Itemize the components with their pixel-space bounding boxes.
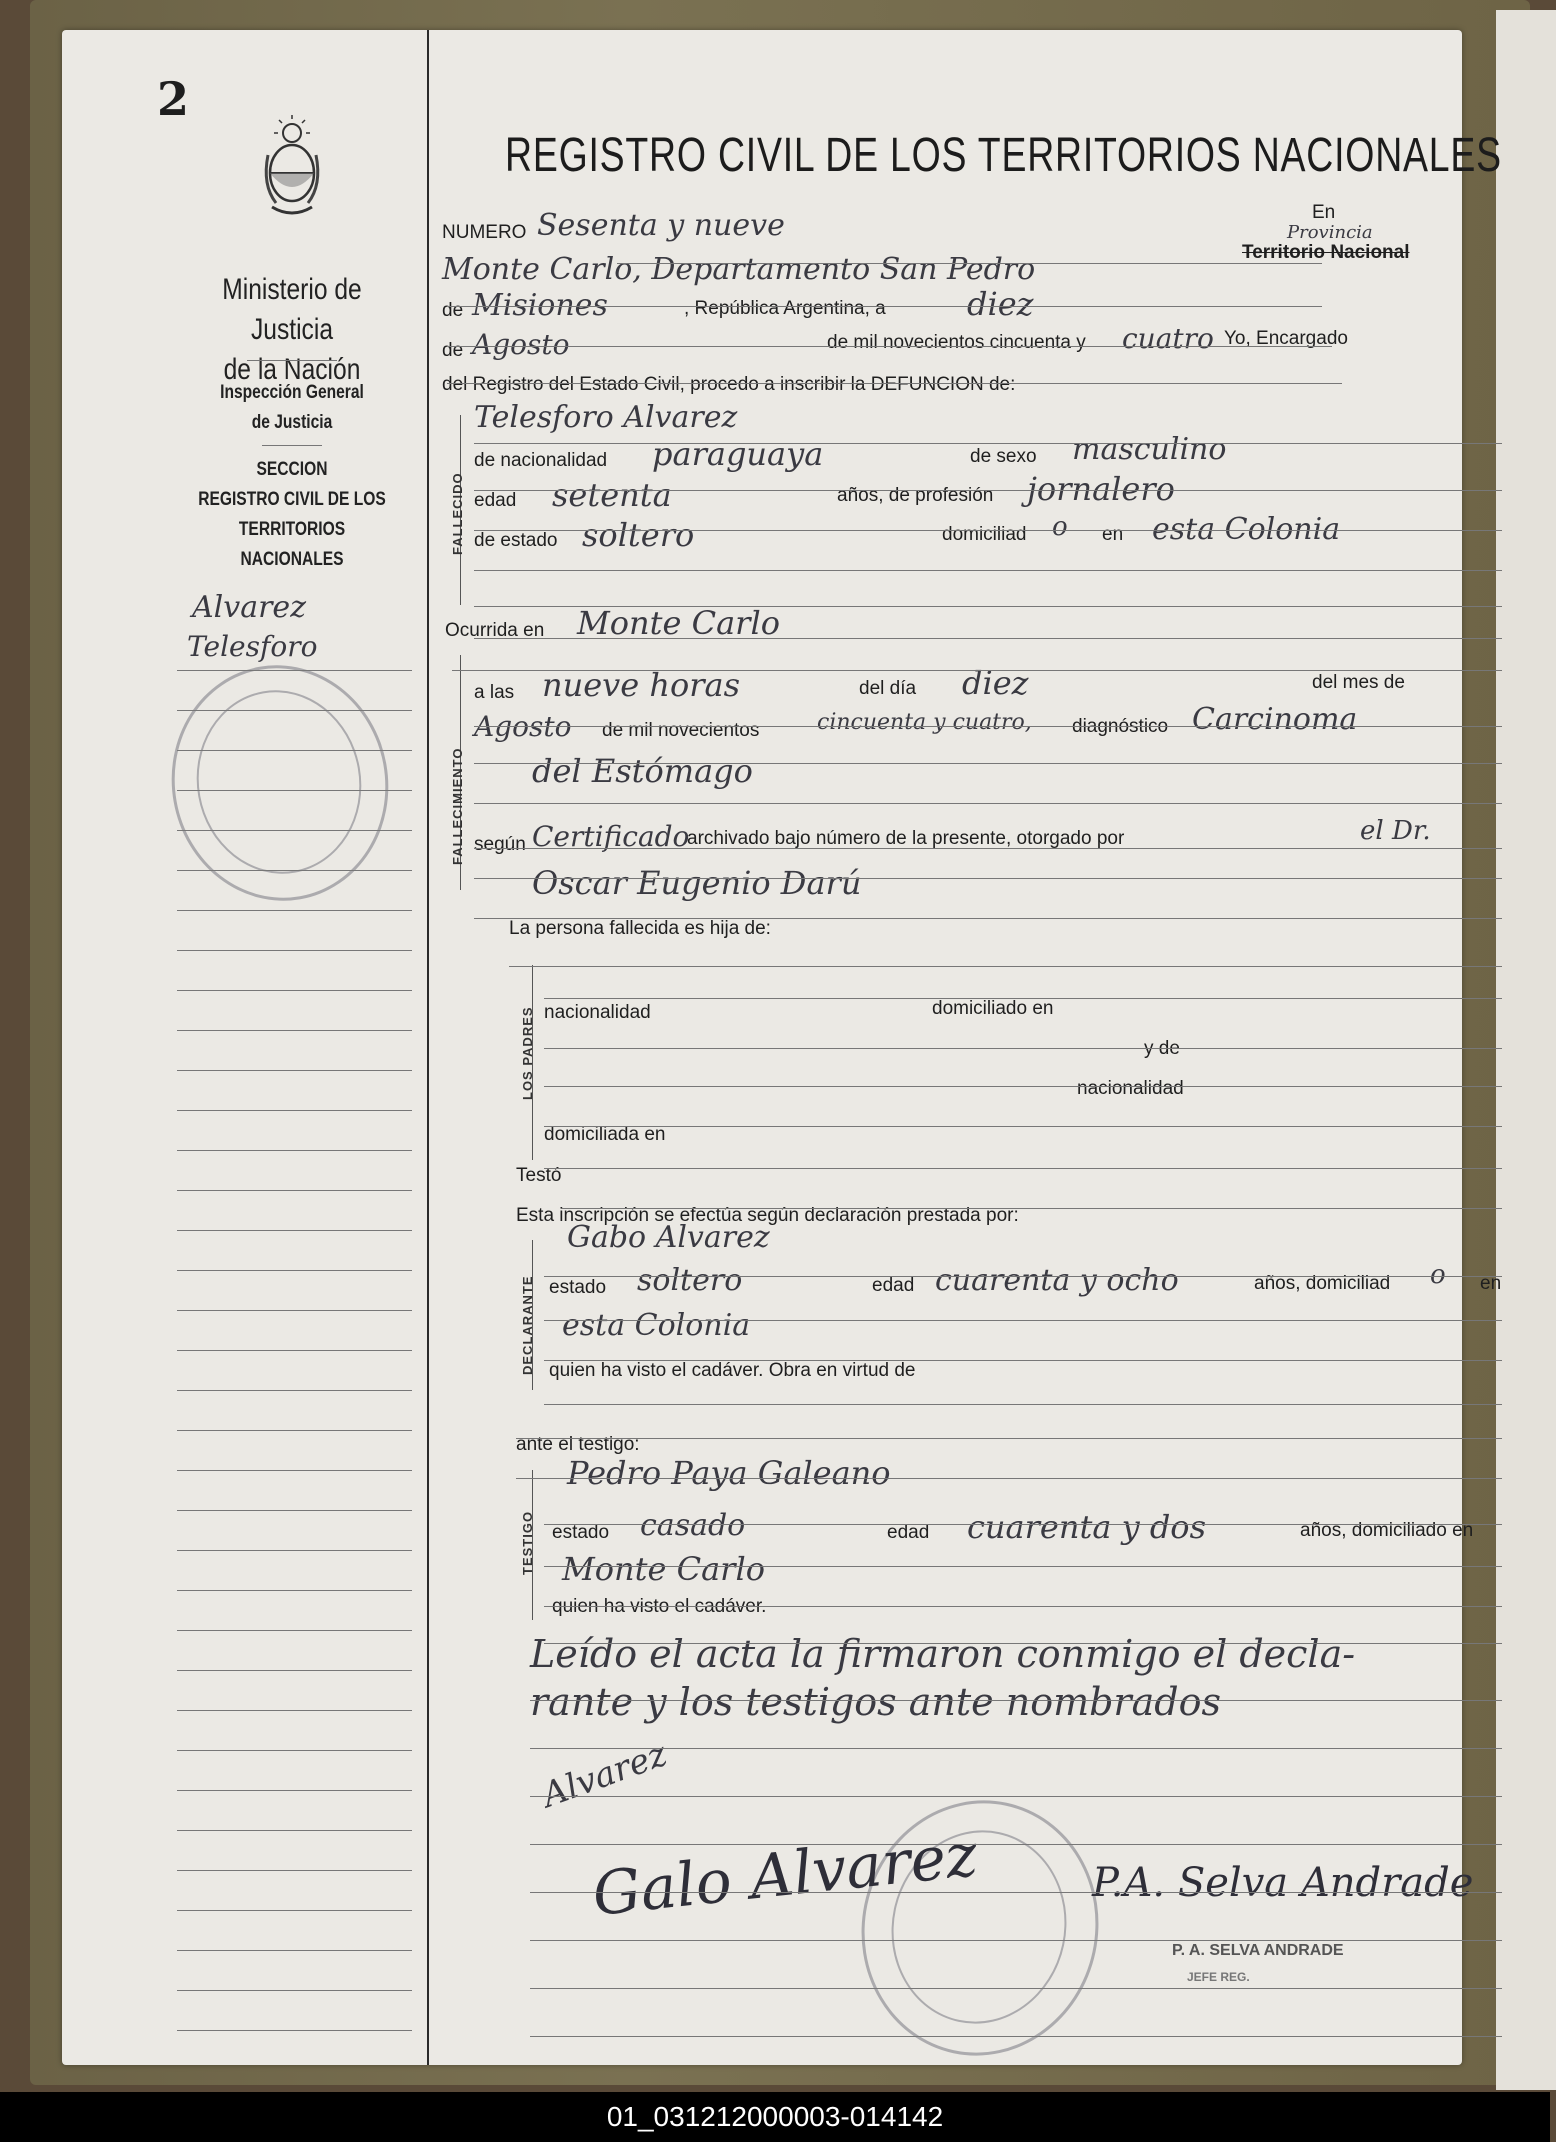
numero-value: Sesenta y nueve [537, 208, 785, 243]
nacionalidad-label: de nacionalidad [474, 450, 608, 471]
ruled-line [177, 1790, 412, 1791]
form-fill-line [530, 1700, 1502, 1701]
republica-label: , República Argentina, a [684, 298, 886, 319]
anio-label: de mil novecientos [602, 720, 760, 741]
form-fill-line [544, 1606, 1502, 1607]
declarante-name: Gabo Alvarez [567, 1220, 770, 1255]
declarante-intro: Esta inscripción se efectúa según declaración prestada por: [516, 1205, 1019, 1226]
ruled-line [177, 1590, 412, 1591]
form-fill-line [474, 763, 1502, 764]
territory-value: Misiones [472, 288, 608, 323]
ruled-line [177, 1710, 412, 1711]
ruled-line [177, 1830, 412, 1831]
sexo-label: de sexo [970, 446, 1037, 467]
form-title: REGISTRO CIVIL DE LOS TERRITORIOS NACIONALES [505, 129, 1502, 182]
declarante-visto-label: quien ha visto el cadáver. Obra en virtud de [549, 1360, 916, 1381]
segun-value: Certificado [532, 820, 690, 853]
form-fill-line [530, 1748, 1502, 1749]
form-fill-line [530, 1844, 1502, 1845]
deceased-name: Telesforo Alvarez [474, 400, 738, 435]
form-fill-line [544, 1643, 1502, 1644]
ruled-line [177, 910, 412, 911]
form-fill-line [544, 1360, 1502, 1361]
form-fill-line [474, 918, 1502, 919]
y-de-label: y de [1144, 1038, 1180, 1059]
declarante-dom-value: esta Colonia [562, 1308, 751, 1343]
form-fill-line [452, 670, 1502, 671]
ruled-line [177, 1750, 412, 1751]
testo-label: Testó [516, 1165, 562, 1186]
year-label: de mil novecientos cincuenta y [827, 332, 1086, 353]
next-page-edge [1496, 10, 1556, 2090]
otorgado-value: el Dr. [1360, 816, 1431, 846]
form-fill-line [474, 606, 1502, 607]
form-fill-line [544, 1404, 1502, 1405]
domicilio-label: domiciliad [942, 524, 1027, 545]
form-fill-line [474, 848, 1502, 849]
ruled-line [177, 1550, 412, 1551]
anio-value: cincuenta y cuatro, [817, 710, 1032, 735]
form-fill-line [544, 1126, 1502, 1127]
register-page [62, 30, 1502, 2065]
year-value: cuatro [1122, 322, 1214, 355]
provincia-handwritten: Provincia [1287, 222, 1373, 243]
image-id-footer: 01_031212000003-014142 [0, 2092, 1550, 2142]
testigo-visto-label: quien ha visto el cadáver. [552, 1596, 767, 1617]
domicilio-suffix: o [1052, 512, 1068, 542]
form-fill-line [544, 1168, 1502, 1169]
form-fill-line [1042, 346, 1332, 347]
place-value: Monte Carlo, Departamento San Pedro [442, 252, 1036, 287]
form-fill-line [516, 1438, 1502, 1439]
declarante-edad-value: cuarenta y ocho [935, 1263, 1179, 1298]
ruled-line [177, 1430, 412, 1431]
month-value: Agosto [472, 328, 570, 361]
ruled-line [177, 950, 412, 951]
left-margin-column [62, 30, 429, 2065]
domicilio-value: esta Colonia [1152, 512, 1341, 547]
testigo-section-label: TESTIGO [520, 1510, 535, 1575]
form-fill-line [530, 1892, 1502, 1893]
segun-label: según [474, 834, 526, 855]
de-label: de [442, 300, 464, 321]
form-fill-line [509, 966, 1502, 967]
ruled-line [177, 1990, 412, 1991]
nacionalidad-value: paraguaya [652, 435, 824, 473]
inspection-label: Inspección General de Justicia [220, 382, 364, 433]
diagnostico-label: diagnóstico [1072, 716, 1169, 737]
margin-note-surname: Alvarez [192, 590, 306, 625]
archivado-label: archivado bajo número de la presente, otorgado por [687, 828, 1125, 849]
mes-value: Agosto [474, 710, 572, 743]
form-fill-line [474, 878, 1502, 879]
form-fill-line [530, 2036, 1502, 2037]
registro-label: del Registro del Estado Civil, procedo a inscribir la DEFUNCION de: [442, 374, 1016, 395]
form-fill-line [530, 1988, 1502, 1989]
ruled-line [177, 1150, 412, 1151]
mes-label: del mes de [1312, 672, 1405, 693]
declarante-edad-label: edad [872, 1275, 915, 1296]
ruled-line [177, 870, 412, 871]
ocurrida-value: Monte Carlo [577, 604, 780, 642]
ruled-line [177, 1310, 412, 1311]
form-fill-line [516, 1478, 1502, 1479]
ruled-line [177, 1350, 412, 1351]
estado-value: soltero [582, 516, 695, 554]
testigo-intro: ante el testigo: [516, 1434, 640, 1455]
declarante-anos-label: años, domiciliad [1254, 1273, 1391, 1294]
ruled-line [177, 1630, 412, 1631]
declarante-estado-value: soltero [637, 1263, 743, 1298]
form-fill-line [474, 490, 1502, 491]
ruled-line [177, 830, 412, 831]
page-number: 2 [157, 72, 190, 126]
ruled-line [177, 670, 412, 671]
testigo-name: Pedro Paya Galeano [567, 1454, 891, 1492]
ruled-line [177, 790, 412, 791]
form-fill-line [562, 1208, 1502, 1209]
ocurrida-label: Ocurrida en [445, 620, 545, 641]
form-fill-line [474, 726, 1502, 727]
madre-domiciliada-label: domiciliada en [544, 1124, 666, 1145]
divider [247, 360, 337, 361]
testigo-edad-value: cuarenta y dos [967, 1508, 1206, 1546]
form-fill-line [474, 443, 1502, 444]
ministry-name: Ministerio de Justicia de la Nación [222, 273, 362, 386]
ruled-line [177, 1870, 412, 1871]
territorio-label: Territorio Nacional [1242, 242, 1410, 263]
form-fill-line [544, 1320, 1502, 1321]
en-domicilio-label: en [1102, 524, 1124, 545]
form-fill-line [530, 1940, 1502, 1941]
de2-label: de [442, 340, 464, 361]
testigo-dom-value: Monte Carlo [562, 1550, 765, 1588]
padre-domiciliado-label: domiciliado en [932, 998, 1054, 1019]
form-fill-line [544, 1086, 1502, 1087]
testigo-edad-label: edad [887, 1522, 930, 1543]
form-fill-line [544, 1048, 1502, 1049]
testigo-estado-value: casado [640, 1508, 746, 1543]
ruled-line [177, 1470, 412, 1471]
en-label: En [1312, 202, 1336, 223]
form-fill-line [544, 1566, 1502, 1567]
numero-label: NUMERO [442, 222, 527, 243]
ruled-line [177, 1510, 412, 1511]
declarante-en-label: en [1480, 1273, 1502, 1294]
official-name: P. A. SELVA ANDRADE [1172, 1942, 1344, 1959]
ruled-line [177, 1670, 412, 1671]
day-value: diez [967, 285, 1034, 323]
form-fill-line [447, 306, 1322, 307]
ruled-line [177, 1190, 412, 1191]
sexo-value: masculino [1072, 432, 1227, 467]
form-fill-line [447, 383, 1342, 384]
closing-line-1: Leído el acta la firmaron conmigo el decla- [530, 1632, 1356, 1676]
alas-label: a las [474, 682, 515, 703]
official-title: JEFE REG. [1187, 1970, 1250, 1984]
divider [262, 445, 322, 446]
closing-line-2: rante y los testigos ante nombrados [530, 1680, 1221, 1724]
form-fill-line [544, 998, 1502, 999]
estado-label: de estado [474, 530, 558, 551]
form-fill-line [474, 530, 1502, 531]
ruled-line [177, 2030, 412, 2031]
form-fill-line [474, 570, 1502, 571]
argentine-coat-of-arms-icon [262, 115, 322, 220]
margin-note-name: Telesforo [187, 630, 318, 663]
ruled-line [177, 1270, 412, 1271]
signature-1: Alvarez [537, 1734, 673, 1816]
ruled-line [177, 1230, 412, 1231]
padres-section-label: LOS PADRES [520, 1006, 535, 1100]
signature-2: Galo Alvarez [589, 1820, 981, 1930]
form-fill-line [544, 1276, 1502, 1277]
declarante-estado-label: estado [549, 1277, 607, 1298]
fallecimiento-section-label: FALLECIMIENTO [450, 747, 465, 865]
declarante-section-label: DECLARANTE [520, 1275, 535, 1375]
declarante-dom-suffix: o [1430, 1260, 1446, 1290]
form-fill-line [544, 1524, 1502, 1525]
edad-value: setenta [552, 476, 672, 514]
testigo-anos-label: años, domiciliado en [1300, 1520, 1474, 1541]
ruled-line [177, 1910, 412, 1911]
form-fill-line [530, 1796, 1502, 1797]
testigo-estado-label: estado [552, 1522, 610, 1543]
ruled-line [177, 1390, 412, 1391]
ruled-line [177, 710, 412, 711]
hora-value: nueve horas [542, 666, 741, 704]
ruled-line [177, 1070, 412, 1071]
edad-label: edad [474, 490, 517, 511]
dia-label: del día [859, 678, 917, 699]
form-fill-line [474, 638, 1502, 639]
doctor-value: Oscar Eugenio Darú [532, 864, 862, 902]
ruled-line [177, 750, 412, 751]
signature-3: P.A. Selva Andrade [1092, 1860, 1474, 1906]
diagnostico-value-2: del Estómago [532, 752, 753, 790]
madre-nacionalidad-label: nacionalidad [1077, 1078, 1184, 1099]
diagnostico-value: Carcinoma [1192, 702, 1358, 737]
form-fill-line [474, 803, 1502, 804]
padres-intro: La persona fallecida es hija de: [509, 918, 771, 939]
form-fill-line [1192, 263, 1322, 264]
anos-profesion-label: años, de profesión [837, 485, 994, 506]
section-label: SECCION REGISTRO CIVIL DE LOS TERRITORIOS NACIONALES [198, 459, 386, 570]
yo-label: Yo, Encargado [1224, 328, 1348, 349]
ruled-line [177, 990, 412, 991]
padre-nacionalidad-label: nacionalidad [544, 1002, 651, 1023]
ruled-line [177, 1950, 412, 1951]
profesion-value: jornalero [1027, 470, 1175, 508]
dia-value: diez [962, 664, 1029, 702]
ruled-line [177, 1030, 412, 1031]
ruled-line [177, 1110, 412, 1111]
fallecido-section-label: FALLECIDO [450, 472, 465, 555]
